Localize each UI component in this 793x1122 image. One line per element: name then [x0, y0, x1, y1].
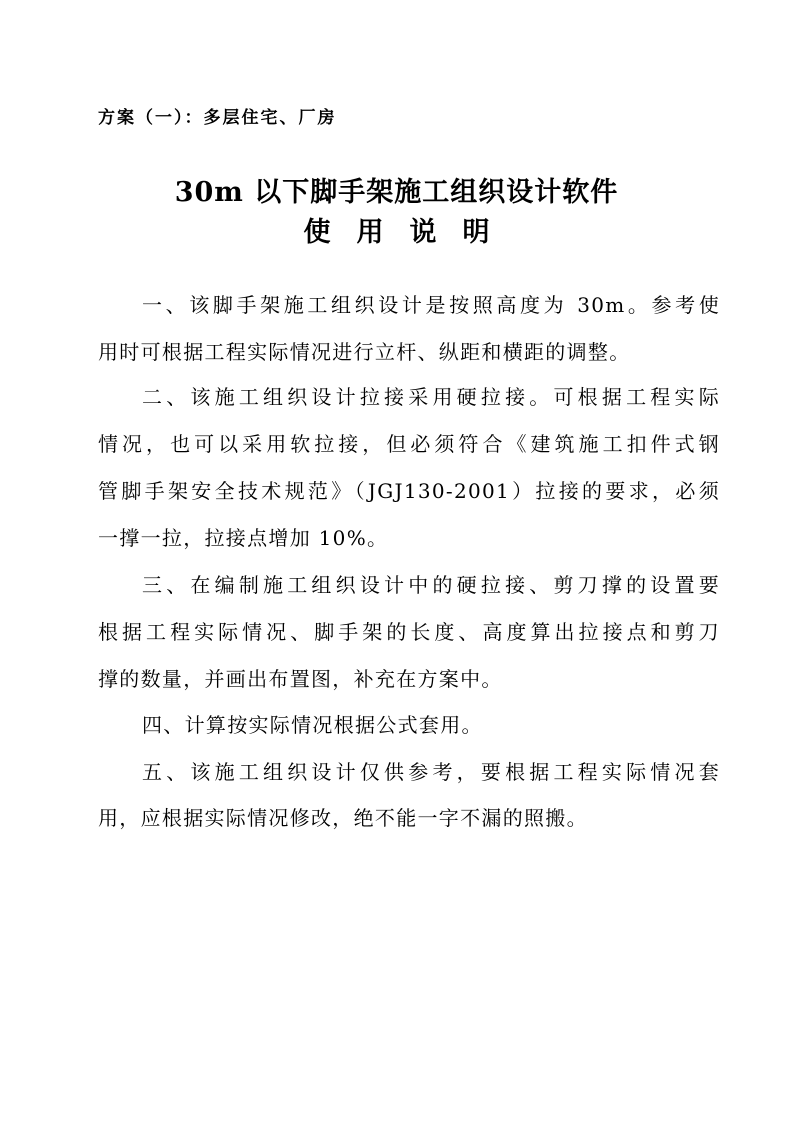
paragraph-line: 用，应根据实际情况修改，绝不能一字不漏的照搬。 [98, 806, 588, 830]
document-title-instructions: 使用说明 [303, 217, 516, 248]
paragraph-line: 一、该脚手架施工组织设计是按照高度为 30m。参考使 [142, 293, 720, 317]
paragraph-line: 四、计算按实际情况根据公式套用。 [142, 713, 483, 737]
paragraph-line: 用时可根据工程实际情况进行立杆、纵距和横距的调整。 [98, 340, 631, 364]
paragraph-line: 根据工程实际情况、脚手架的长度、高度算出拉接点和剪刀 [98, 620, 720, 644]
scheme-subtitle: 方案（一）：多层住宅、厂房 [98, 108, 337, 128]
paragraph-line: 情况，也可以采用软拉接，但必须符合《建筑施工扣件式钢 [98, 432, 720, 456]
document-title: 30m 以下脚手架施工组织设计软件 [174, 177, 619, 208]
paragraph-line: 五、该施工组织设计仅供参考，要根据工程实际情况套 [142, 760, 720, 784]
paragraph-line: 二、该施工组织设计拉接采用硬拉接。可根据工程实际 [142, 385, 720, 409]
paragraph-line: 管脚手架安全技术规范》（JGJ130-2001）拉接的要求，必须 [98, 479, 720, 503]
paragraph-line: 撑的数量，并画出布置图，补充在方案中。 [98, 667, 503, 691]
paragraph-line: 一撑一拉，拉接点增加 10%。 [98, 526, 389, 550]
paragraph-line: 三、在编制施工组织设计中的硬拉接、剪刀撑的设置要 [142, 573, 720, 597]
